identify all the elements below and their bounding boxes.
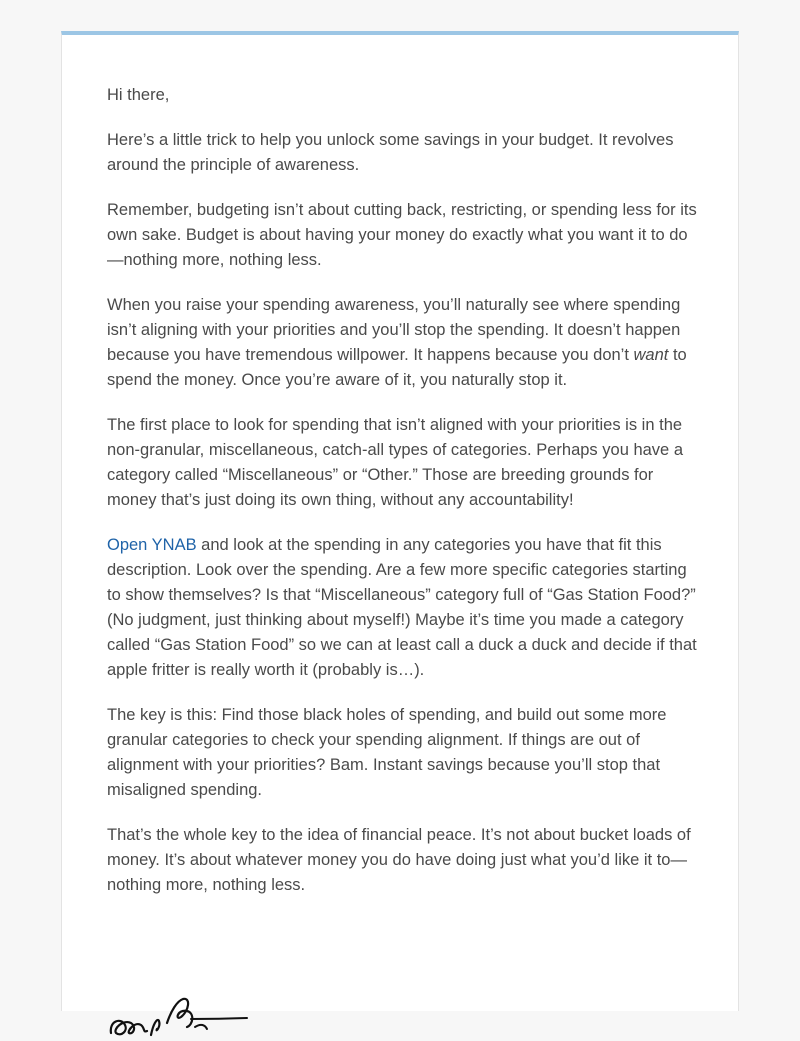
email-body [107,83,697,918]
paragraph-open-ynab-text: and look at the spending in any categories you have that fit this description. Look over the spending. Are a few more specific categories starting to show themselves? Is that “Miscellaneous” category full of “Gas Station Food?” (No judgment, just thinking about myself!) Maybe it’s time you made a category called “Gas Station Food” so we can at least call a duck a duck and decide if that apple fritter is really worth it (probably is…). [107,536,697,679]
paragraph-budgeting: Remember, budgeting isn’t about cutting back, restricting, or spending less for its own sake. Budget is about having your money do exactly what you want it to do—nothing more, nothing less. [107,201,697,269]
open-ynab-link[interactable]: Open YNAB [107,536,197,554]
signature-icon [107,961,257,1041]
paragraph-intro: Here’s a little trick to help you unlock some savings in your budget. It revolves around the principle of awareness. [107,131,674,174]
emphasis-want: want [633,346,669,364]
paragraph-categories: The first place to look for spending that isn’t aligned with your priorities is in the non-granular, miscellaneous, catch-all types of categories. Perhaps you have a category called “Miscellaneous” or “Other.” Those are breeding grounds for money that’s just doing its own thing, without any accountability! [107,416,683,509]
paragraph-awareness [107,293,697,393]
paragraph-open-ynab [107,533,697,683]
paragraph-key: The key is this: Find those black holes of spending, and build out some more granular categories to check your spending alignment. If things are out of alignment with your priorities? Bam. Instant savings because you’ll stop that misaligned spending. [107,706,667,799]
paragraph-awareness-text-1: When you raise your spending awareness, you’ll naturally see where spending isn’t aligning with your priorities and you’ll stop the spending. It doesn’t happen because you have tremendous willpower. It happens because you don’t [107,296,681,364]
paragraph-awareness-text-2: to spend the money. Once you’re aware of it, you naturally stop it. [107,346,687,389]
greeting: Hi there, [107,86,170,104]
email-card [61,31,739,1011]
paragraph-financial-peace: That’s the whole key to the idea of financial peace. It’s not about bucket loads of money. It’s about whatever money you do have doing just what you’d like it to—nothing more, nothing less. [107,826,691,894]
